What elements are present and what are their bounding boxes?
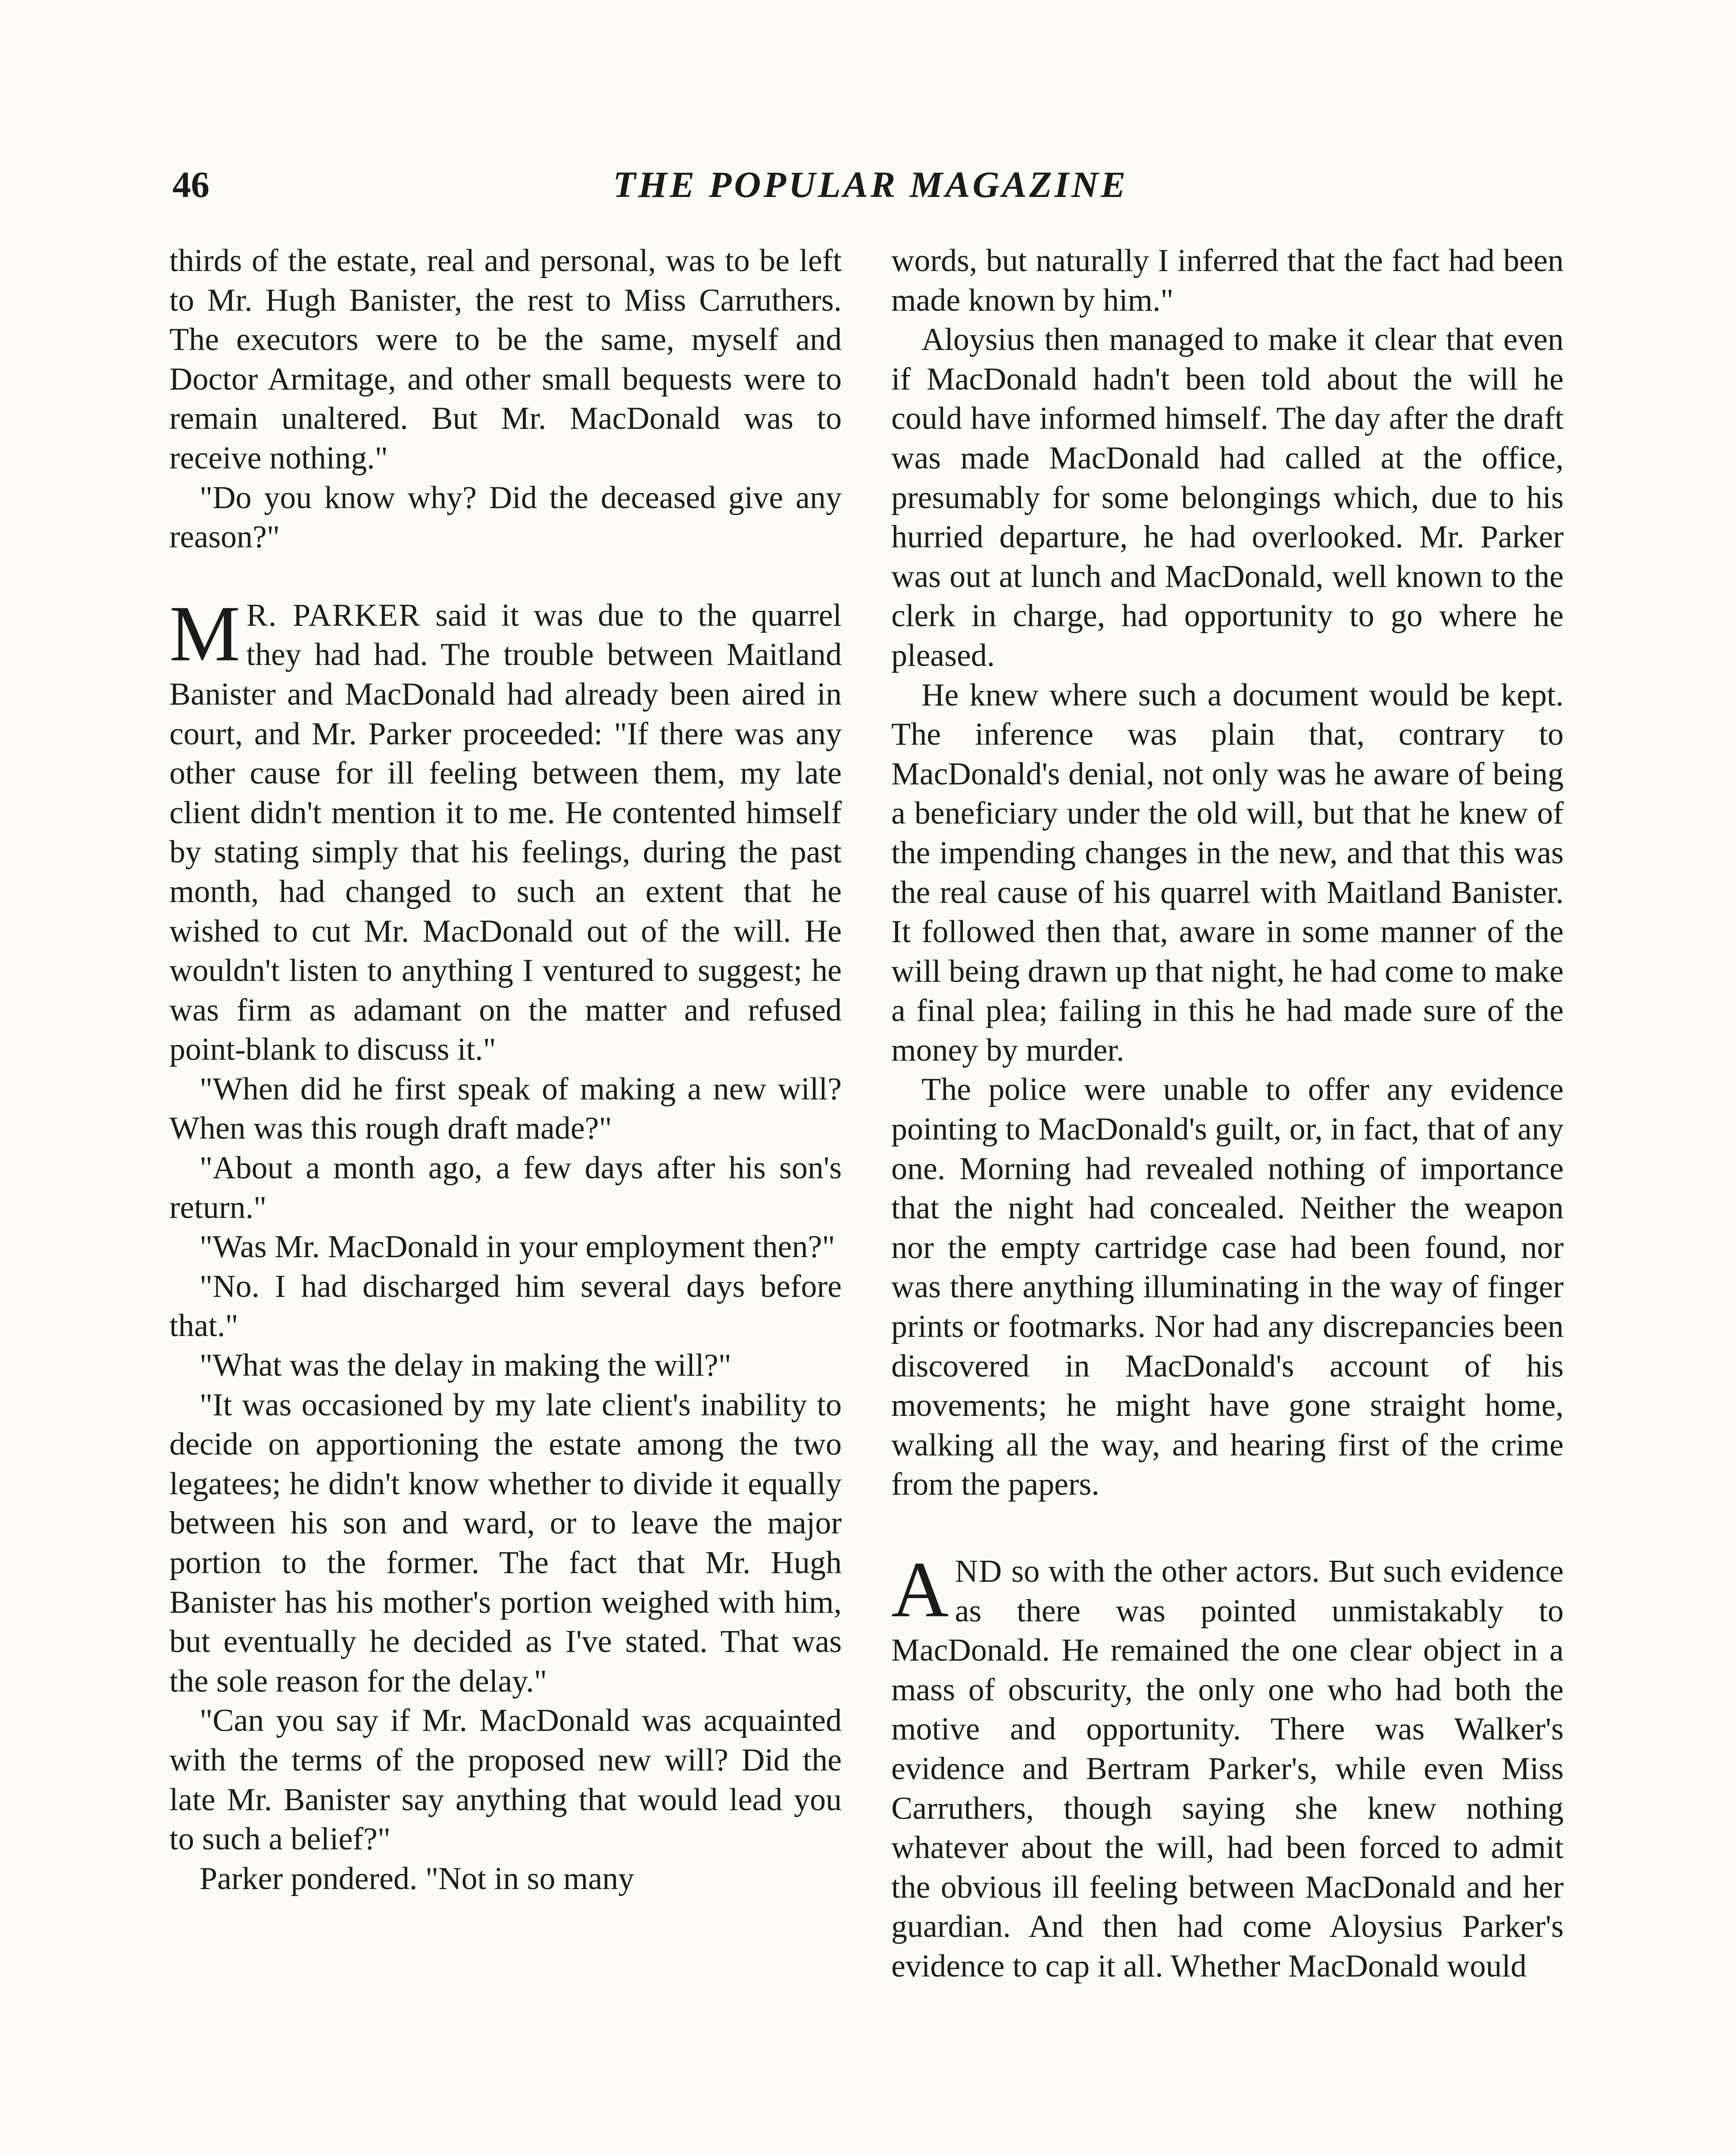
- right-column: [891, 241, 1564, 1986]
- paragraph: "Do you know why? Did the deceased give any reason?": [169, 480, 842, 555]
- running-title: THE POPULAR MAGAZINE: [613, 164, 1128, 205]
- paragraph: "What was the delay in making the will?": [200, 1348, 731, 1384]
- small-caps-lead: ND: [955, 1554, 1003, 1589]
- page-number: 46: [172, 164, 209, 205]
- paragraph: "No. I had discharged him several days before that.": [169, 1268, 842, 1344]
- section-opening-paragraph: [169, 589, 842, 1070]
- paragraph: "About a month ago, a few days after his son's return.": [169, 1150, 842, 1225]
- section-opening-paragraph: [891, 1546, 1564, 1986]
- paragraph: He knew where such a document would be kept. The inference was plain that, contrary to MacDonald's denial, not only was he aware of being a beneficiary under the old will, but that he knew of the impending changes in the new, and that this was the real cause of his quarrel with Maitland Banister. It followed then that, aware in some manner of the will being drawn up that night, he had come to make a final plea; failing in this he had made sure of the money by murder.: [891, 677, 1564, 1068]
- paragraph: "Was Mr. MacDonald in your employment then?": [200, 1229, 835, 1265]
- paragraph-text: so with the other actors. But such evidence as there was pointed unmistakably to MacDonald. He remained the one clear object in a mass of obscurity, the only one who had both the motive and opportunity. There was Walker's evidence and Bertram Parker's, while even Miss Carruthers, though saying she knew nothing whatever about the will, had been forced to admit the obvious ill feeling between MacDonald and her guardian. And then had come Aloysius Parker's evidence to cap it all. Whether MacDonald would: [891, 1554, 1564, 1984]
- small-caps-lead: R. PARKER: [246, 597, 421, 633]
- drop-cap: M: [169, 589, 240, 678]
- paragraph: words, but naturally I inferred that the fact had been made known by him.": [891, 243, 1564, 318]
- page-header: [172, 163, 1569, 219]
- paragraph: Parker pondered. "Not in so many: [200, 1861, 634, 1896]
- section-break: [169, 557, 842, 596]
- paragraph: "It was occasioned by my late client's inability to decide on apportioning the estate among the two legatees; he didn't know whether to divide it equally between his son and ward, or to leave the major portion to the former. The fact that Mr. Hugh Banister has his mother's portion weighed with him, but eventually he decided as I've stated. That was the sole reason for the delay.": [169, 1387, 842, 1699]
- paragraph: Aloysius then managed to make it clear that even if MacDonald hadn't been told about the will he could have informed himself. The day after the draft was made MacDonald had called at the office, presumably for some belongings which, due to his hurried departure, he had overlooked. Mr. Parker was out at lunch and MacDonald, well known to the clerk in charge, had opportunity to go where he pleased.: [891, 322, 1564, 673]
- paragraph-text: said it was due to the quarrel they had had. The trouble between Maitland Banister and MacDonald had already been aired in court, and Mr. Parker proceeded: "If there was any other cause for ill feeling between them, my late client didn't mention it to me. He contented himself by stating simply that his feelings, during the past month, had changed to such an extent that he wished to cut Mr. MacDonald out of the will. He wouldn't listen to anything I ventured to suggest; he was firm as adamant on the matter and refused point-blank to discuss it.": [169, 597, 842, 1068]
- paragraph: The police were unable to offer any evidence pointing to MacDonald's guilt, or, in fact, that of any one. Morning had revealed nothing of importance that the night had concealed. Neither the weapon nor the empty cartridge case had been found, nor was there anything illuminating in the way of finger prints or footmarks. Nor had any discrepancies been discovered in MacDonald's account of his movements; he might have gone straight home, walking all the way, and hearing first of the crime from the papers.: [891, 1072, 1564, 1502]
- drop-cap: A: [891, 1546, 949, 1634]
- section-break: [891, 1505, 1564, 1552]
- paragraph: "When did he first speak of making a new will? When was this rough draft made?": [169, 1071, 842, 1146]
- paragraph: thirds of the estate, real and personal, was to be left to Mr. Hugh Banister, the rest to Miss Carruthers. The executors were to be the same, myself and Doctor Armitage, and other small bequests were to remain unaltered. But Mr. MacDonald was to receive nothing.": [169, 243, 842, 476]
- paragraph: "Can you say if Mr. MacDonald was acquainted with the terms of the proposed new will? Did the late Mr. Banister say anything that would lead you to such a belief?": [169, 1703, 842, 1857]
- left-column: [169, 241, 842, 1899]
